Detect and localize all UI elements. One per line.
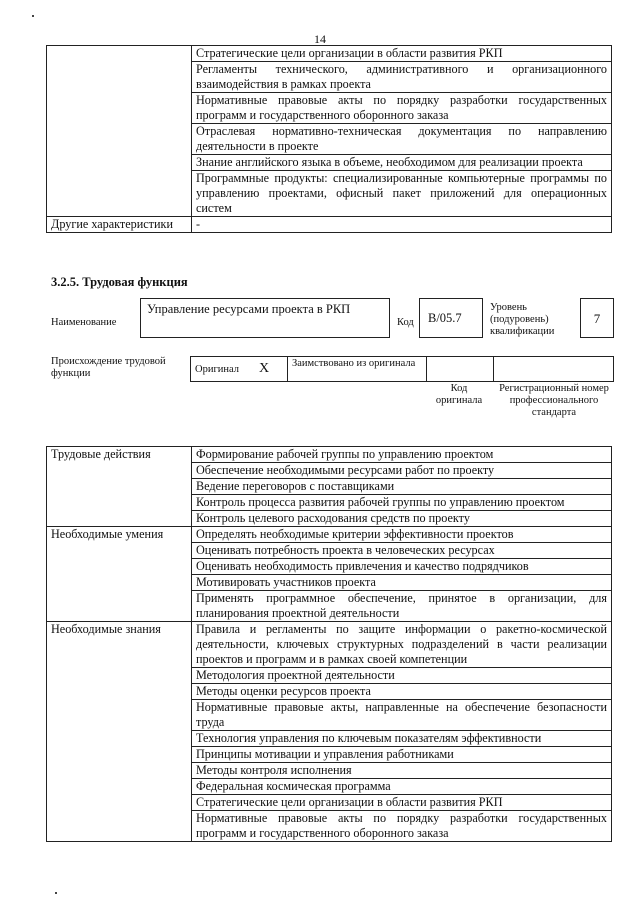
row-label [47,46,192,217]
table-row [47,46,612,62]
code-label: Код [397,317,414,328]
group-item: Методы контроля исполнения [192,763,612,779]
borrowed-label: Заимствовано из оригинала [292,358,416,369]
row-value: Стратегические цели организации в области развития РКП [192,46,612,62]
code-value: B/05.7 [428,311,462,325]
row-value: Знание английского языка в объеме, необходимом для реализации проекта [192,155,612,171]
section-title: 3.2.5. Трудовая функция [51,275,188,289]
origin-label: Происхождение трудовой функции [51,356,166,379]
reg-number-caption: Регистрационный номер профессионального стандарта [499,383,609,418]
labor-function-table [46,446,612,842]
row-label: Другие характеристики [47,217,192,233]
group-label: Трудовые действия [47,447,192,527]
group-item: Применять программное обеспечение, принятое в организации, для планирования проектной деятельности [192,591,612,622]
group-item: Формирование рабочей группы по управлению проектом [192,447,612,463]
group-item: Ведение переговоров с поставщиками [192,479,612,495]
code-box [419,298,483,338]
group-item: Правила и регламенты по защите информации о ракетно-космической деятельности, ключевых структурных подразделений в части реализации проектов и программ и в рамках своей компетенции [192,622,612,668]
group-item: Нормативные правовые акты по порядку разработки государственных программ и государственного оборонного заказа [192,811,612,842]
group-item: Определять необходимые критерии эффективности проектов [192,527,612,543]
group-item: Оценивать необходимость привлечения и качество подрядчиков [192,559,612,575]
group-item: Методология проектной деятельности [192,668,612,684]
borrowed-cell [287,356,427,382]
original-label: Оригинал [195,364,239,375]
row-value: - [192,217,612,233]
group-item: Федеральная космическая программа [192,779,612,795]
scan-speck [32,15,34,17]
group-item: Обеспечение необходимыми ресурсами работ по проекту [192,463,612,479]
group-item: Технология управления по ключевым показателям эффективности [192,731,612,747]
group-item: Оценивать потребность проекта в человеческих ресурсах [192,543,612,559]
top-continuation-table [46,45,612,233]
row-value: Программные продукты: специализированные компьютерные программы по управлению проектами, офисный пакет приложений для операционных систем [192,171,612,217]
group-label: Необходимые знания [47,622,192,842]
page-number: 14 [314,32,326,46]
level-value: 7 [593,311,601,326]
scan-speck [55,892,57,894]
original-mark: X [259,361,270,376]
group-label: Необходимые умения [47,527,192,622]
reg-number-cell [493,356,614,382]
code-original-caption: Код оригинала [435,383,483,406]
function-name-value: Управление ресурсами проекта в РКП [147,302,351,316]
table-row [47,622,612,668]
group-item: Методы оценки ресурсов проекта [192,684,612,700]
table-row [47,527,612,543]
function-name-box [140,298,390,338]
table-row [47,217,612,233]
row-value: Отраслевая нормативно-техническая документация по направлению деятельности в проекте [192,124,612,155]
group-item: Стратегические цели организации в области развития РКП [192,795,612,811]
group-item: Мотивировать участников проекта [192,575,612,591]
code-original-cell [426,356,494,382]
original-cell [190,356,288,382]
row-value: Нормативные правовые акты по порядку разработки государственных программ и государственного оборонного заказа [192,93,612,124]
table-row [47,447,612,463]
group-item: Контроль целевого расходования средств по проекту [192,511,612,527]
row-value: Регламенты технического, административного и организационного взаимодействия в рамках проекта [192,62,612,93]
name-label: Наименование [51,317,117,328]
group-item: Принципы мотивации и управления работниками [192,747,612,763]
level-box [580,298,614,338]
level-label: Уровень (подуровень) квалификации [490,302,555,337]
group-item: Нормативные правовые акты, направленные на обеспечение безопасности труда [192,700,612,731]
group-item: Контроль процесса развития рабочей группы по управлению проектом [192,495,612,511]
